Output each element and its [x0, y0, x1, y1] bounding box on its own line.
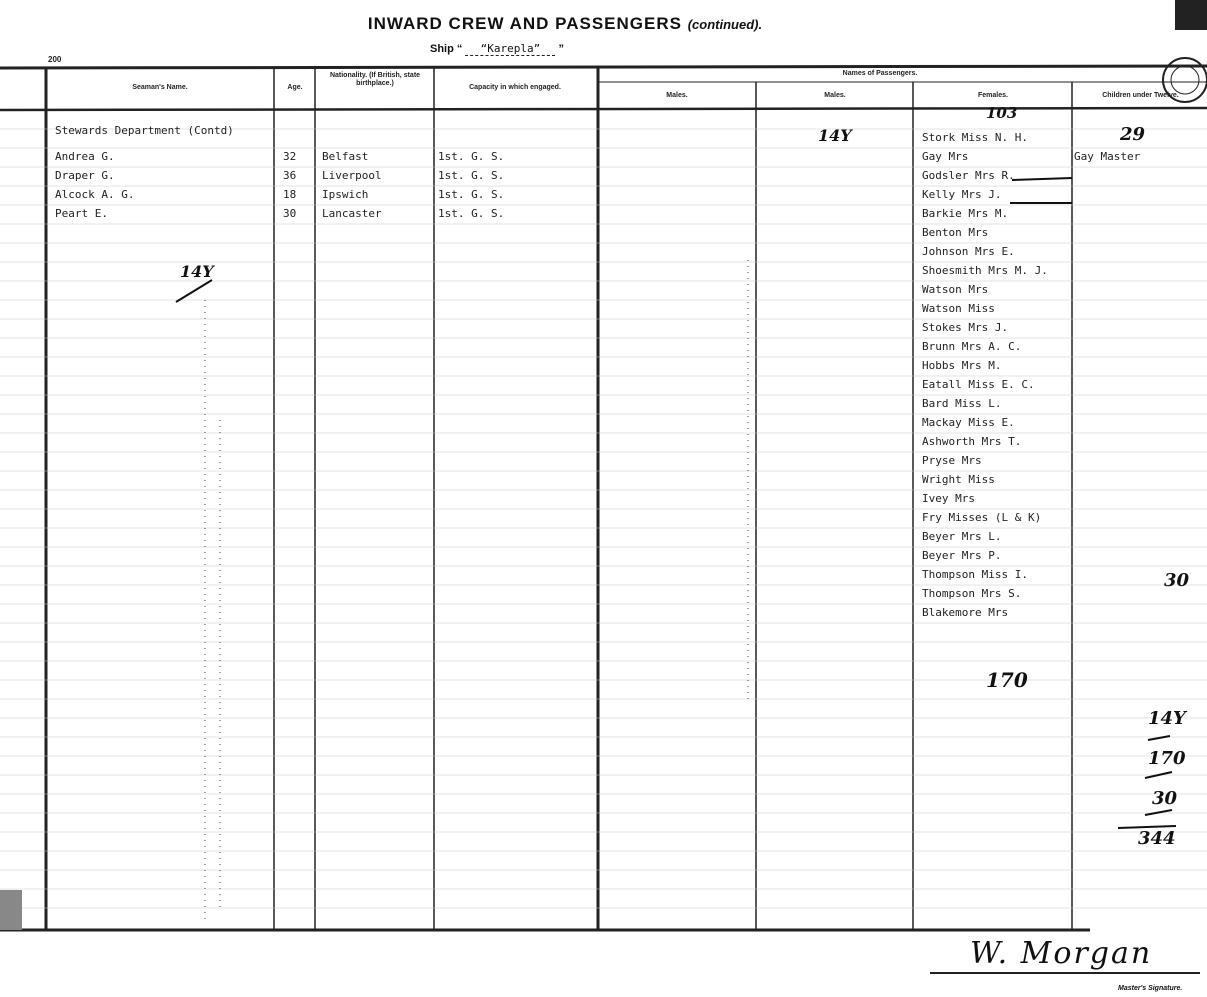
crew-nationality: Liverpool: [322, 169, 382, 182]
children-count-top: 29: [1120, 124, 1146, 145]
ship-label: Ship “: [430, 43, 463, 55]
female-passenger: Johnson Mrs E.: [922, 245, 1015, 258]
crew-capacity: 1st. G. S.: [438, 207, 505, 220]
female-passenger: Bard Miss L.: [922, 397, 1002, 410]
tally-item: 170: [1148, 748, 1186, 769]
females-count-top: 103: [986, 104, 1018, 122]
female-passenger: Beyer Mrs P.: [922, 549, 1002, 562]
female-passenger: Stokes Mrs J.: [922, 321, 1009, 334]
signature-label: Master's Signature.: [1118, 985, 1183, 992]
female-passenger: Benton Mrs: [922, 226, 989, 239]
form-title: [0, 14, 1130, 34]
female-passenger: Fry Misses (L & K): [922, 511, 1042, 524]
males-count-mark: 14Y: [818, 126, 852, 145]
crew-age: 18: [283, 188, 297, 201]
crew-name: Alcock A. G.: [55, 188, 135, 201]
female-passenger: Hobbs Mrs M.: [922, 359, 1002, 372]
crew-name: Andrea G.: [55, 150, 115, 163]
female-passenger: Beyer Mrs L.: [922, 530, 1002, 543]
section-heading: Stewards Department (Contd): [55, 124, 234, 137]
ship-name: “Karepla”: [465, 42, 555, 56]
female-passenger: Eatall Miss E. C.: [922, 378, 1035, 391]
col-nationality: Nationality. (If British, state birthplace.): [329, 72, 421, 87]
tally-total: 344: [1138, 828, 1176, 849]
crew-nationality: Ipswich: [322, 188, 369, 201]
female-passenger: Stork Miss N. H.: [922, 131, 1028, 144]
title-text: INWARD CREW AND PASSENGERS: [367, 14, 682, 33]
master-signature: W. Morgan: [970, 936, 1153, 971]
crew-capacity: 1st. G. S.: [438, 150, 505, 163]
female-passenger: Thompson Mrs S.: [922, 587, 1022, 600]
tally-item: 14Y: [1148, 708, 1186, 729]
female-passenger: Ivey Mrs: [922, 492, 975, 505]
child-passenger: Gay Master: [1074, 150, 1141, 163]
page-number: 200: [48, 55, 62, 64]
left-count-mark: 14Y: [180, 262, 214, 281]
col-seamans-name: Seaman's Name.: [132, 84, 188, 91]
ship-suffix: ”: [558, 43, 565, 55]
female-passenger: Watson Miss: [922, 302, 995, 315]
crew-name: Draper G.: [55, 169, 115, 182]
crew-capacity: 1st. G. S.: [438, 169, 505, 182]
col-males: Males.: [666, 92, 688, 99]
female-passenger: Godsler Mrs R.: [922, 169, 1015, 182]
female-passenger: Gay Mrs: [922, 150, 969, 163]
col-males-2: Males.: [824, 92, 846, 99]
crew-age: 32: [283, 150, 297, 163]
col-capacity: Capacity in which engaged.: [469, 84, 561, 91]
female-passenger: Thompson Miss I.: [922, 568, 1028, 581]
female-passenger: Wright Miss: [922, 473, 995, 486]
female-passenger: Watson Mrs: [922, 283, 989, 296]
crew-name: Peart E.: [55, 207, 108, 220]
ship-line: [430, 42, 564, 56]
female-passenger: Pryse Mrs: [922, 454, 982, 467]
female-passenger: Barkie Mrs M.: [922, 207, 1009, 220]
female-passenger: Brunn Mrs A. C.: [922, 340, 1022, 353]
female-passenger: Ashworth Mrs T.: [922, 435, 1022, 448]
crew-nationality: Lancaster: [322, 207, 382, 220]
female-passenger: Shoesmith Mrs M. J.: [922, 264, 1048, 277]
female-passenger: Mackay Miss E.: [922, 416, 1015, 429]
female-passenger: Blakemore Mrs: [922, 606, 1009, 619]
crew-nationality: Belfast: [322, 150, 369, 163]
crew-age: 36: [283, 169, 297, 182]
crew-capacity: 1st. G. S.: [438, 188, 505, 201]
females-count-mark: 170: [986, 668, 1028, 692]
crew-age: 30: [283, 207, 297, 220]
title-continued: (continued).: [687, 17, 763, 32]
col-children: Children under Twelve.: [1102, 92, 1179, 99]
children-count-mark: 30: [1164, 570, 1190, 591]
col-names-of-passengers: Names of Passengers.: [842, 70, 918, 77]
col-age: Age.: [287, 84, 303, 91]
col-females: Females.: [978, 92, 1008, 99]
female-passenger: Kelly Mrs J.: [922, 188, 1002, 201]
tally-item: 30: [1152, 788, 1178, 809]
